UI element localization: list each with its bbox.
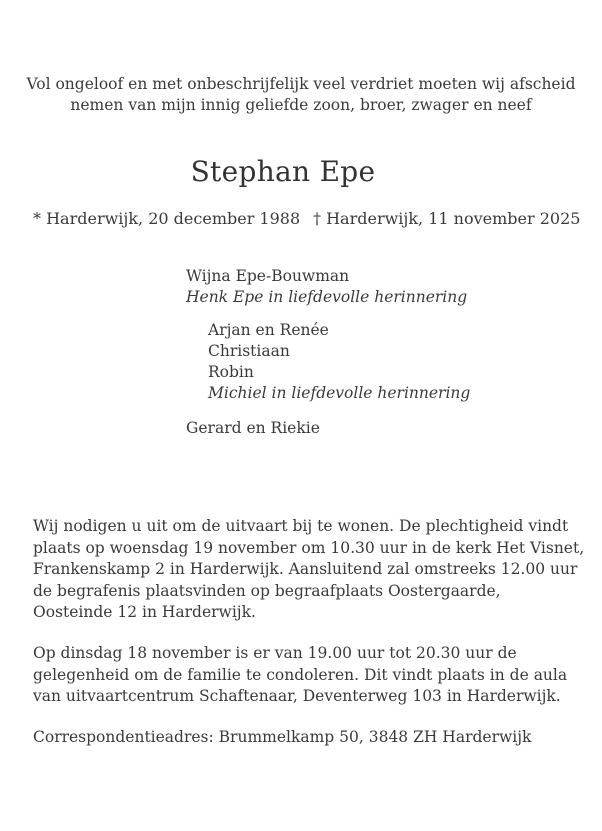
sibling-item: Michiel in liefdevolle herinnering xyxy=(208,384,471,402)
siblings-list xyxy=(208,320,470,404)
funeral-paragraph xyxy=(33,516,585,624)
paragraph-line: de begrafenis plaatsvinden op begraafplaats Oostergaarde, xyxy=(33,581,501,600)
paragraph-line: van uitvaartcentrum Schaftenaar, Deventerweg 103 in Harderwijk. xyxy=(33,687,561,705)
paragraph-line: Oosteinde 12 in Harderwijk. xyxy=(33,603,256,621)
death-date: † Harderwijk, 11 november 2025 xyxy=(313,209,581,228)
birth-date: * Harderwijk, 20 december 1988 xyxy=(33,209,301,228)
correspondence-address xyxy=(33,727,573,749)
intro-line: nemen van mijn innig geliefde zoon, broer, zwager en neef xyxy=(70,96,532,114)
paragraph-line: Correspondentieadres: Brummelkamp 50, 3848 ZH Harderwijk xyxy=(33,728,532,746)
parents-list xyxy=(186,266,467,308)
paragraph-line: Frankenskamp 2 in Harderwijk. Aansluitend zal omstreeks 12.00 uur xyxy=(33,560,578,578)
father-memory: Henk Epe in liefdevolle herinnering xyxy=(186,288,468,306)
paragraph-line: Wij nodigen u uit om de uitvaart bij te wonen. De plechtigheid vindt xyxy=(33,517,569,535)
mother-name: Wijna Epe-Bouwman xyxy=(186,267,350,285)
sibling-item: Robin xyxy=(208,363,254,381)
paragraph-line: Op dinsdag 18 november is er van 19.00 uur tot 20.30 uur de xyxy=(33,644,517,662)
deceased-name: Stephan Epe xyxy=(190,155,376,188)
other-family xyxy=(186,418,320,439)
sibling-item: Christiaan xyxy=(208,342,290,360)
paragraph-line: plaats op woensdag 19 november om 10.30 uur in de kerk Het Visnet, xyxy=(33,538,585,557)
sibling-item: Arjan en Renée xyxy=(208,321,329,339)
condolence-paragraph xyxy=(33,643,573,708)
other-family-name: Gerard en Riekie xyxy=(186,419,320,437)
paragraph-line: gelegenheid om de familie te condoleren. Dit vindt plaats in de aula xyxy=(33,665,568,684)
intro-line: Vol ongeloof en met onbeschrijfelijk veel verdriet moeten wij afscheid xyxy=(26,75,576,93)
intro-text xyxy=(0,74,602,116)
